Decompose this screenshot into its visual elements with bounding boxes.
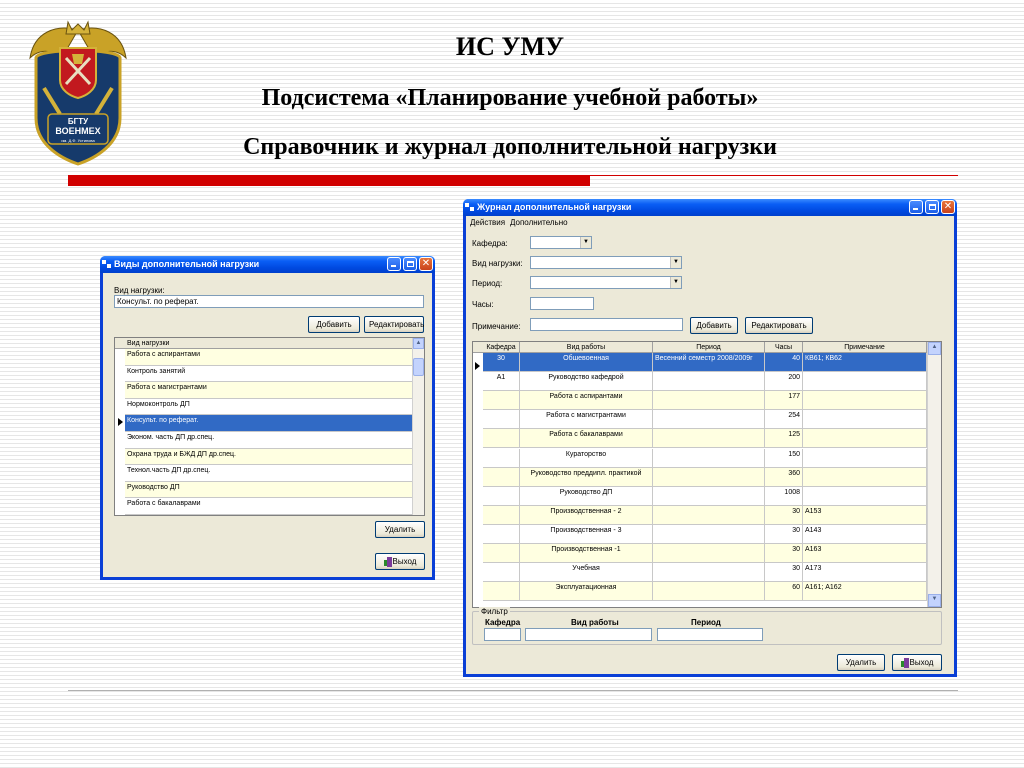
table-row[interactable] bbox=[473, 410, 928, 429]
table-cell: 30 bbox=[765, 506, 803, 525]
close-button[interactable] bbox=[419, 257, 433, 271]
table-cell bbox=[653, 372, 765, 391]
load-type-input[interactable]: Консульт. по реферат. bbox=[114, 295, 424, 308]
exit-door-icon bbox=[384, 557, 392, 567]
delete-button[interactable]: Удалить bbox=[375, 521, 425, 538]
table-cell: Руководство ДП bbox=[520, 487, 653, 506]
table-cell: Кураторство bbox=[520, 449, 653, 468]
column-header-load-type: Вид нагрузки bbox=[127, 340, 170, 347]
table-cell bbox=[653, 582, 765, 601]
filter-work-type-label: Вид работы bbox=[571, 618, 619, 627]
load-type-combo[interactable] bbox=[530, 256, 682, 269]
table-row[interactable] bbox=[473, 429, 928, 448]
minimize-icon bbox=[913, 208, 918, 210]
table-cell bbox=[653, 563, 765, 582]
table-cell: 125 bbox=[765, 429, 803, 448]
list-item[interactable] bbox=[125, 399, 414, 416]
kafedra-label: Кафедра: bbox=[472, 239, 508, 248]
window-load-types-title: Виды дополнительной нагрузки bbox=[114, 259, 260, 269]
table-cell: А1 bbox=[483, 372, 520, 391]
emblem-text-1: БГТУ bbox=[67, 117, 89, 126]
filter-work-type-input[interactable] bbox=[525, 628, 652, 641]
table-cell bbox=[653, 487, 765, 506]
chevron-down-icon[interactable]: ▼ bbox=[670, 277, 681, 288]
period-label: Период: bbox=[472, 279, 503, 288]
table-cell bbox=[653, 410, 765, 429]
table-cell: 360 bbox=[765, 468, 803, 487]
list-item-label: Работа с аспирантами bbox=[127, 351, 200, 358]
table-row[interactable] bbox=[473, 525, 928, 544]
table-cell: Производственная - 2 bbox=[520, 506, 653, 525]
table-cell bbox=[483, 563, 520, 582]
table-row[interactable] bbox=[473, 372, 928, 391]
delete-button[interactable]: Удалить bbox=[837, 654, 885, 671]
table-cell: 40 bbox=[765, 353, 803, 372]
table-row[interactable] bbox=[473, 582, 928, 601]
slide-subtitle: Подсистема «Планирование учебной работы» bbox=[261, 85, 759, 111]
table-cell bbox=[653, 429, 765, 448]
filter-period-label: Период bbox=[691, 618, 721, 627]
table-row[interactable] bbox=[473, 563, 928, 582]
table-cell bbox=[803, 449, 927, 468]
load-type-label: Вид нагрузки: bbox=[114, 286, 165, 295]
table-cell: Руководство преддипл. практикой bbox=[520, 468, 653, 487]
red-divider-bar bbox=[68, 175, 590, 186]
table-row[interactable] bbox=[473, 468, 928, 487]
exit-button-label: Выход bbox=[909, 658, 934, 667]
minimize-button[interactable] bbox=[909, 200, 923, 214]
table-cell bbox=[803, 372, 927, 391]
scroll-up-icon[interactable]: ▲ bbox=[928, 342, 941, 355]
list-item-label: Эконом. часть ДП др.спец. bbox=[127, 434, 215, 441]
table-cell bbox=[483, 429, 520, 448]
table-cell: Работа с магистрантами bbox=[520, 410, 653, 429]
table-row[interactable] bbox=[473, 506, 928, 525]
slide-heading: Справочник и журнал дополнительной нагрузки bbox=[243, 134, 777, 160]
table-cell bbox=[483, 582, 520, 601]
list-item-label: Охрана труда и БЖД ДП др.спец. bbox=[127, 450, 236, 458]
exit-button[interactable] bbox=[892, 654, 942, 671]
window-load-types-titlebar[interactable] bbox=[100, 256, 435, 273]
table-cell bbox=[653, 525, 765, 544]
filter-kafedra-label: Кафедра bbox=[485, 618, 521, 627]
hours-input[interactable] bbox=[530, 297, 594, 310]
minimize-icon bbox=[391, 265, 396, 267]
table-cell: КВ61; КВ62 bbox=[803, 353, 927, 372]
table-cell: Обшевоенная bbox=[520, 353, 653, 372]
table-cell: 254 bbox=[765, 410, 803, 429]
emblem-text-3: им. Д.Ф. Устинова bbox=[61, 138, 95, 143]
load-types-list[interactable] bbox=[114, 337, 425, 516]
table-cell: Работа с аспирантами bbox=[520, 391, 653, 410]
table-cell bbox=[653, 544, 765, 563]
slide-title: ИС УМУ bbox=[455, 32, 565, 61]
maximize-button[interactable] bbox=[925, 200, 939, 214]
table-row[interactable] bbox=[473, 391, 928, 410]
table-cell: А161; А162 bbox=[803, 582, 927, 601]
journal-table[interactable] bbox=[472, 341, 942, 608]
table-cell: Весенний семестр 2008/2009г bbox=[653, 353, 765, 372]
list-item-label: Нормоконтроль ДП bbox=[127, 400, 190, 408]
filter-title: Фильтр bbox=[481, 607, 508, 616]
edit-button[interactable]: Редактировать bbox=[745, 317, 813, 334]
list-item[interactable] bbox=[125, 498, 414, 515]
app-icon bbox=[465, 202, 474, 212]
table-cell bbox=[483, 468, 520, 487]
scroll-up-icon[interactable]: ▲ bbox=[413, 338, 424, 349]
exit-door-icon bbox=[901, 658, 909, 668]
window-load-journal bbox=[463, 199, 957, 677]
list-item[interactable] bbox=[125, 382, 414, 399]
scroll-thumb[interactable] bbox=[413, 358, 424, 376]
table-cell: Учебная bbox=[520, 563, 653, 582]
table-cell: А173 bbox=[803, 563, 927, 582]
list-item[interactable] bbox=[125, 465, 414, 482]
add-button[interactable]: Добавить bbox=[690, 317, 738, 334]
filter-kafedra-input[interactable] bbox=[484, 628, 521, 641]
table-cell: 30 bbox=[483, 353, 520, 372]
table-cell: Эксплуатационная bbox=[520, 582, 653, 601]
chevron-down-icon[interactable]: ▼ bbox=[580, 237, 591, 248]
maximize-icon bbox=[929, 204, 936, 210]
list-item-label: Консульт. по реферат. bbox=[127, 417, 199, 425]
table-cell: 30 bbox=[765, 525, 803, 544]
maximize-button[interactable] bbox=[403, 257, 417, 271]
table-cell: 30 bbox=[765, 544, 803, 563]
table-cell: А143 bbox=[803, 525, 927, 544]
table-cell: А153 bbox=[803, 506, 927, 525]
maximize-icon bbox=[407, 261, 414, 267]
table-cell: Руководство кафедрой bbox=[520, 372, 653, 391]
table-cell bbox=[483, 487, 520, 506]
kafedra-combo[interactable] bbox=[530, 236, 592, 249]
journal-table-header bbox=[473, 342, 941, 353]
table-cell bbox=[483, 391, 520, 410]
exit-button[interactable] bbox=[375, 553, 425, 570]
load-types-list-header bbox=[115, 338, 424, 349]
table-cell bbox=[483, 449, 520, 468]
load-type-label: Вид нагрузки: bbox=[472, 259, 523, 268]
window-load-types bbox=[100, 256, 435, 580]
table-cell: А163 bbox=[803, 544, 927, 563]
current-row-indicator-icon bbox=[118, 418, 123, 426]
vertical-scrollbar[interactable] bbox=[927, 342, 941, 607]
menu-additional[interactable]: Дополнительно bbox=[510, 218, 568, 227]
column-header-work-type: Вид работы bbox=[520, 342, 653, 353]
app-icon bbox=[102, 259, 111, 269]
bottom-divider-line bbox=[68, 690, 958, 691]
table-cell bbox=[803, 468, 927, 487]
note-label: Примечание: bbox=[472, 322, 521, 331]
list-item[interactable] bbox=[125, 482, 414, 499]
table-cell bbox=[803, 487, 927, 506]
table-cell: 200 bbox=[765, 372, 803, 391]
menu-actions[interactable]: Действия bbox=[470, 218, 506, 227]
table-cell: Производственная - 3 bbox=[520, 525, 653, 544]
list-item[interactable] bbox=[125, 415, 414, 432]
list-item-label: Технол.часть ДП др.спец. bbox=[127, 467, 211, 475]
table-cell bbox=[483, 410, 520, 429]
note-input[interactable] bbox=[530, 318, 683, 331]
close-button[interactable] bbox=[941, 200, 955, 214]
table-cell: 30 bbox=[765, 563, 803, 582]
emblem-logo bbox=[26, 18, 130, 166]
list-item-label: Контроль занятий bbox=[127, 367, 186, 375]
hours-label: Часы: bbox=[472, 300, 494, 309]
table-cell bbox=[653, 468, 765, 487]
red-divider-line bbox=[590, 175, 958, 176]
window-load-journal-titlebar[interactable] bbox=[463, 199, 957, 216]
close-icon: ✕ bbox=[421, 258, 431, 269]
chevron-down-icon[interactable]: ▼ bbox=[670, 257, 681, 268]
table-cell: 150 bbox=[765, 449, 803, 468]
table-cell: Работа с бакалаврами bbox=[520, 429, 653, 448]
close-icon: ✕ bbox=[943, 201, 953, 212]
column-header-period: Период bbox=[653, 342, 765, 353]
table-cell bbox=[483, 544, 520, 563]
table-row[interactable] bbox=[473, 449, 928, 468]
table-cell bbox=[653, 391, 765, 410]
period-combo[interactable] bbox=[530, 276, 682, 289]
filter-group bbox=[472, 607, 942, 645]
emblem-text-2: ВОЕНМЕХ bbox=[55, 126, 101, 136]
table-row[interactable] bbox=[473, 487, 928, 506]
table-cell: 177 bbox=[765, 391, 803, 410]
minimize-button[interactable] bbox=[387, 257, 401, 271]
list-item-label: Работа с бакалаврами bbox=[127, 500, 201, 508]
table-cell bbox=[803, 429, 927, 448]
table-cell bbox=[803, 391, 927, 410]
list-item[interactable] bbox=[125, 349, 414, 366]
filter-period-input[interactable] bbox=[657, 628, 763, 641]
list-item[interactable] bbox=[125, 449, 414, 466]
table-cell bbox=[653, 506, 765, 525]
table-cell bbox=[483, 506, 520, 525]
table-cell bbox=[483, 525, 520, 544]
table-cell bbox=[803, 410, 927, 429]
table-row[interactable] bbox=[473, 353, 928, 372]
list-item-label: Руководство ДП bbox=[127, 483, 180, 491]
add-button[interactable]: Добавить bbox=[308, 316, 360, 333]
scroll-down-icon[interactable]: ▼ bbox=[928, 594, 941, 607]
column-header-note: Примечание bbox=[803, 342, 927, 353]
table-cell: 60 bbox=[765, 582, 803, 601]
table-row[interactable] bbox=[473, 544, 928, 563]
column-header-kafedra: Кафедра bbox=[483, 342, 520, 353]
edit-button[interactable]: Редактировать bbox=[364, 316, 424, 333]
window-load-journal-title: Журнал дополнительной нагрузки bbox=[477, 202, 632, 212]
exit-button-label: Выход bbox=[392, 557, 417, 566]
list-item[interactable] bbox=[125, 432, 414, 449]
table-cell bbox=[653, 449, 765, 468]
column-header-hours: Часы bbox=[765, 342, 803, 353]
list-item-label: Работа с магистрантами bbox=[127, 384, 207, 392]
table-cell: Производственная -1 bbox=[520, 544, 653, 563]
table-cell: 1008 bbox=[765, 487, 803, 506]
list-item[interactable] bbox=[125, 366, 414, 383]
vertical-scrollbar[interactable] bbox=[412, 338, 424, 515]
